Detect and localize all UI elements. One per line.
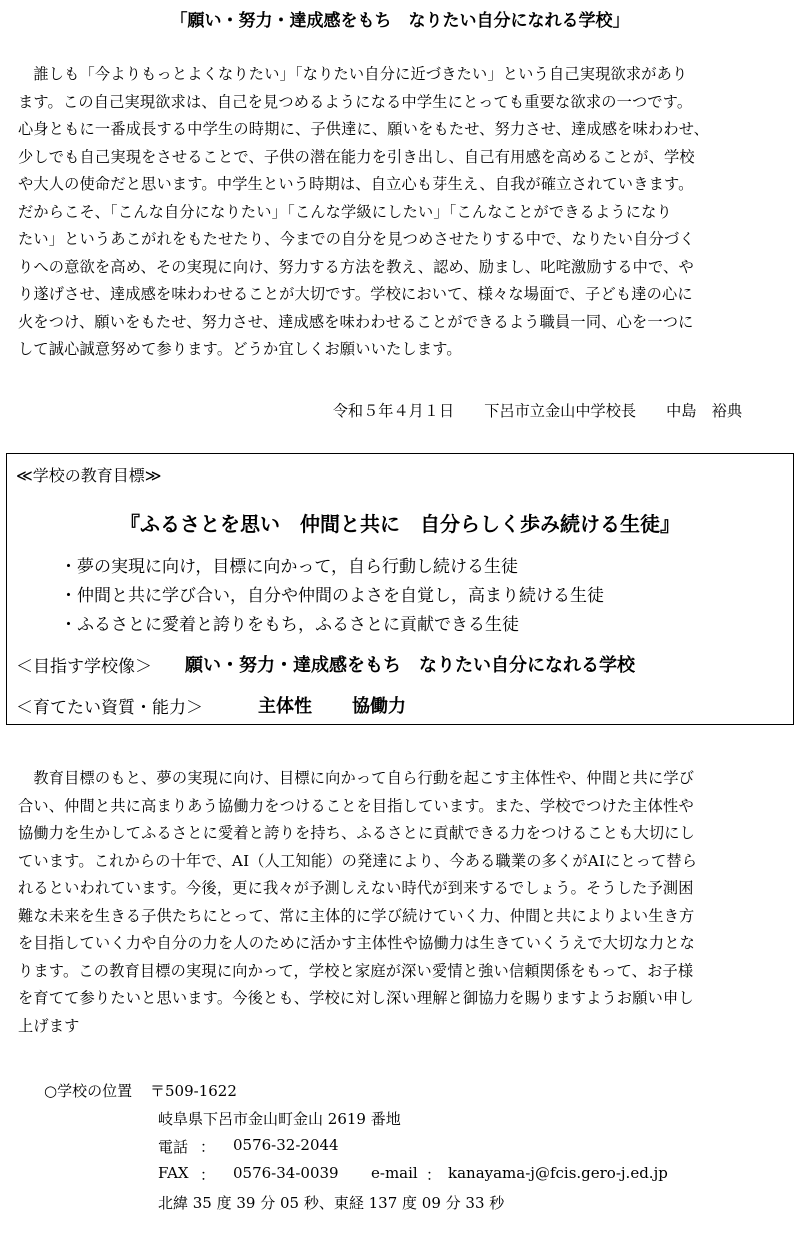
explanation-line: れるといわれています。今後，更に我々が予測しえない時代が到来するでしょう。そうした予測困 [18, 879, 694, 897]
explanation-line: 上げます [18, 1016, 80, 1035]
goals-explanation [18, 765, 788, 1040]
goal-item: ・仲間と共に学び合い，自分や仲間のよさを自覚し，高まり続ける生徒 [60, 586, 604, 606]
message-line: 火をつけ、願いをもたせ、努力させ、達成感を味わわせることができるよう職員一同、心を一つに [18, 312, 694, 331]
quality-item: 主体性 [258, 696, 312, 717]
message-line: 少しでも自己実現をさせることで、子供の潜在能力を引き出し、自己有用感を高めることが、学校 [18, 147, 695, 166]
fax-label: FAX [158, 1164, 189, 1182]
message-line: 心身ともに一番成長する中学生の時期に、子供達に、願いをもたせ、努力させ、達成感を味わわせ、 [18, 120, 710, 138]
quality-item: 協働力 [352, 696, 406, 717]
signature [333, 400, 742, 421]
principal-message [18, 61, 788, 364]
message-line: りへの意欲を高め、その実現に向け、努力する方法を教え、認め、励まし、叱咤激励する中で、や [18, 257, 694, 276]
fax-number: 0576-34-0039 [233, 1164, 339, 1182]
message-line: 誰しも「今よりもっとよくなりたい」「なりたい自分に近づきたい」という自己実現欲求があり [18, 65, 688, 83]
signature-name: 中島 裕典 [666, 402, 742, 420]
goal-item: ・夢の実現に向け，目標に向かって，自ら行動し続ける生徒 [60, 557, 518, 577]
explanation-line: を育てて参りたいと思います。今後とも、学校に対し深い理解と御協力を賜りますようお願い申し [18, 989, 694, 1007]
tel-number: 0576-32-2044 [233, 1136, 339, 1154]
explanation-line: 難な未来を生きる子供たちにとって、常に主体的に学び続けていく力、仲間と共によりよい生き方 [18, 906, 695, 925]
message-line: して誠心誠意努めて参ります。どうか宜しくお願いいたします。 [18, 340, 462, 358]
school-vision-value: 願い・努力・達成感をもち なりたい自分になれる学校 [185, 655, 635, 676]
goal-item: ・ふるさとに愛着と誇りをもち，ふるさとに貢献できる生徒 [60, 615, 519, 635]
document-title: 「願い・努力・達成感をもち なりたい自分になれる学校」 [170, 11, 630, 31]
tel-separator: ： [200, 1138, 216, 1156]
explanation-line: ています。これからの十年で、AI（人工知能）の発達により、今ある職業の多くがAIにとって替ら [18, 851, 698, 870]
address: 岐阜県下呂市金山町金山 2619 番地 [158, 1110, 401, 1128]
explanation-line: 教育目標のもと、夢の実現に向け、目標に向かって自ら行動を起こす主体性や、仲間と共に学び [18, 769, 695, 787]
explanation-line: ります。この教育目標の実現に向かって，学校と家庭が深い愛情と強い信頼関係をもって、お子様 [18, 961, 694, 980]
school-vision-label: ＜目指す学校像＞ [16, 657, 152, 677]
message-line: たい」というあこがれをもたせたり、今までの自分を見つめさせたりする中で、なりたい自分づく [18, 230, 695, 248]
message-line: だからこそ、「こんな自分になりたい」「こんな学級にしたい」「こんなことができるようになり [18, 202, 672, 221]
message-line: や大人の使命だと思います。中学生という時期は、自立心も芽生え、自我が確立されていきます。 [18, 175, 694, 193]
signature-date: 令和５年４月１日 [332, 402, 455, 420]
fax-separator: ： [200, 1166, 216, 1184]
goals-main-statement: 『ふるさとを思い 仲間と共に 自分らしく歩み続ける生徒』 [120, 512, 680, 536]
signature-school: 下呂市立金山中学校長 [484, 402, 637, 420]
qualities-label: ＜育てたい資質・能力＞ [16, 698, 203, 718]
tel-label: 電話 [158, 1138, 189, 1156]
location-label: ○学校の位置 [44, 1082, 133, 1100]
message-line: り遂げさせ、達成感を味わわせることが大切です。学校において、様々な場面で、子ども達の心に [18, 285, 693, 303]
explanation-line: 合い、仲間と共に高まりあう協働力をつけることを目指しています。また、学校でつけた主体性や [18, 796, 694, 815]
goals-heading: ≪学校の教育目標≫ [16, 466, 162, 485]
message-line: ます。この自己実現欲求は、自己を見つめるようになる中学生にとっても重要な欲求の一つです。 [18, 92, 693, 111]
email-address: kanayama-j@fcis.gero-j.ed.jp [448, 1164, 668, 1182]
email-label: e-mail [371, 1164, 418, 1182]
explanation-line: を目指していく力や自分の力を人のために活かす主体性や協働力は生きていくうえで大切な力とな [18, 934, 696, 952]
explanation-line: 協働力を生かしてふるさとに愛着と誇りを持ち、ふるさとに貢献できる力をつけることも大切にし [18, 824, 696, 842]
postal-code: 〒509-1622 [150, 1082, 237, 1100]
email-separator: ： [426, 1166, 442, 1184]
coordinates: 北緯 35 度 39 分 05 秒、東経 137 度 09 分 33 秒 [158, 1194, 505, 1212]
